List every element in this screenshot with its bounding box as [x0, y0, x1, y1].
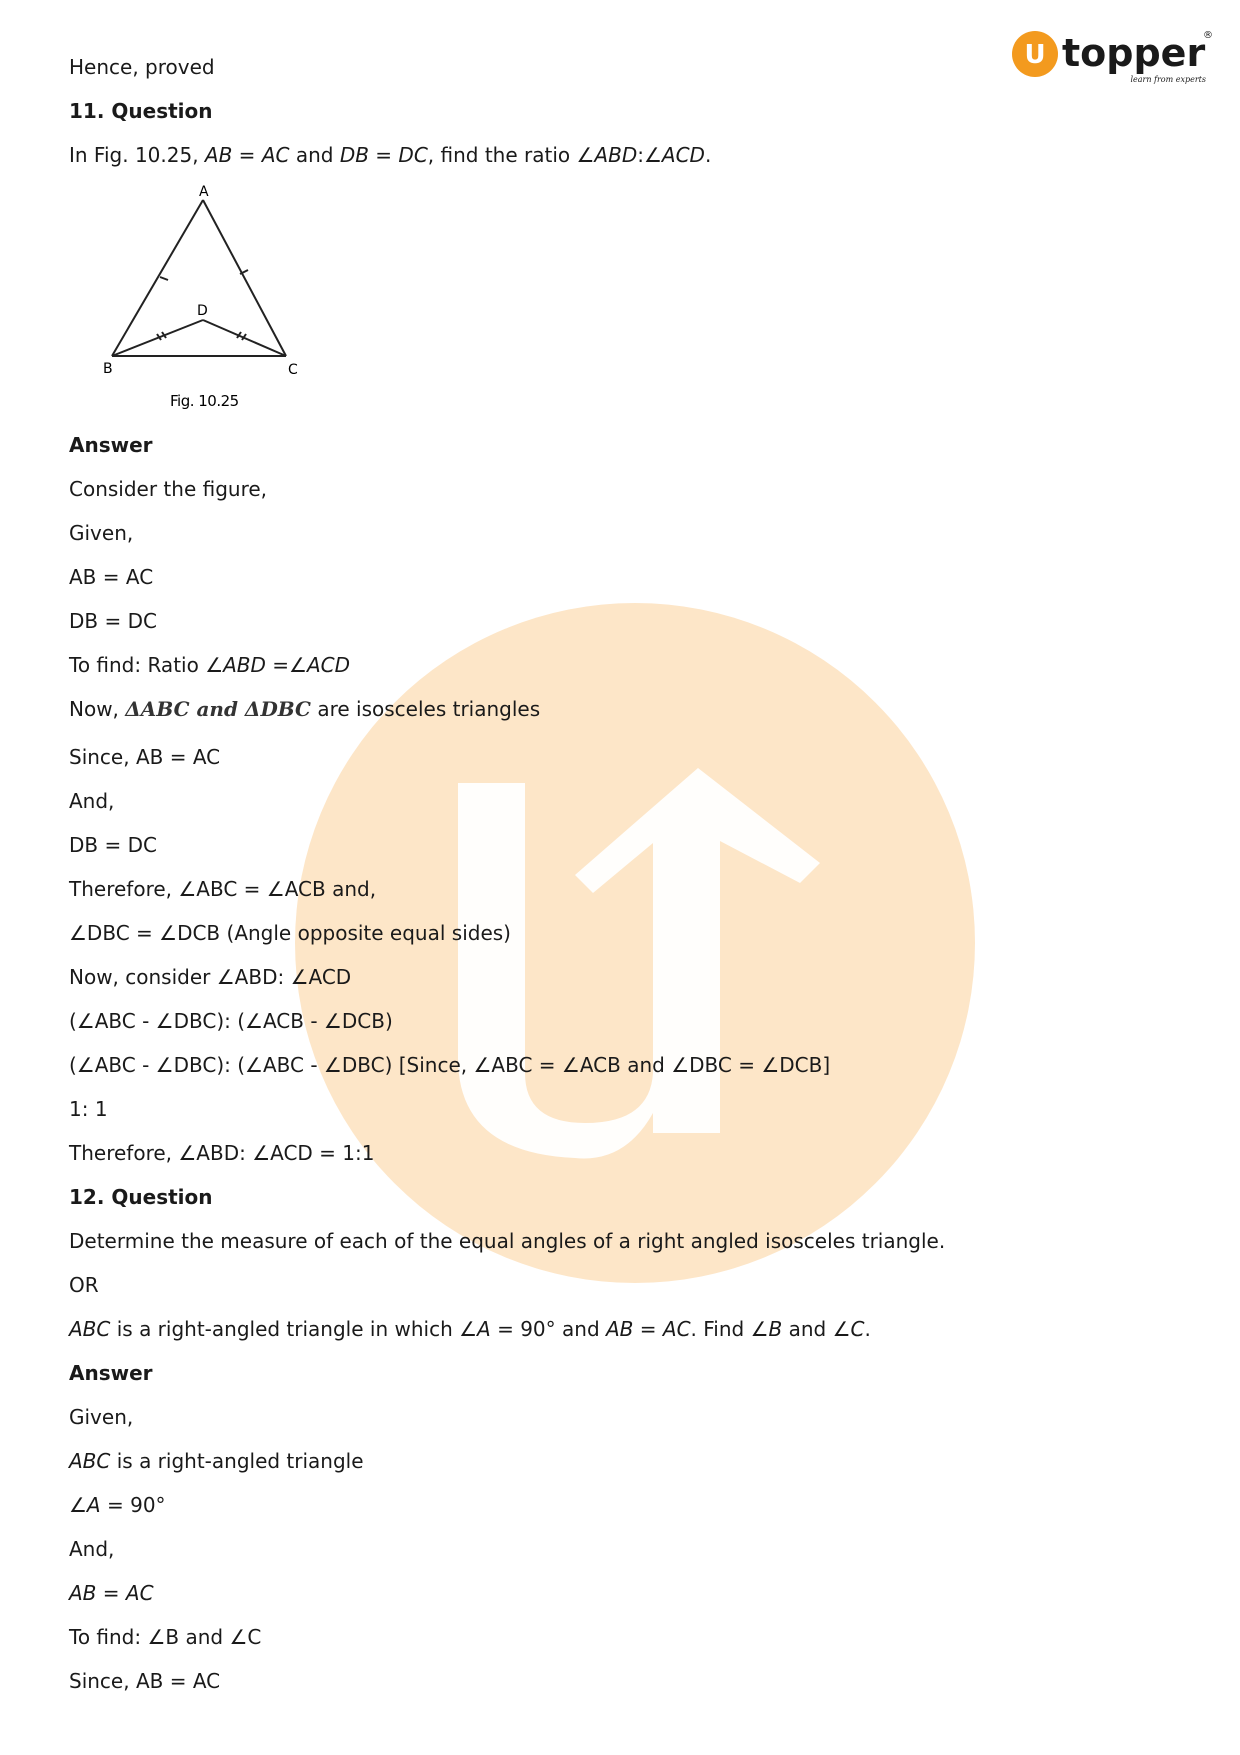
text-run: Now, — [69, 697, 126, 721]
question-text: Determine the measure of each of the equal angles of a right angled isosceles triangle. — [69, 1229, 946, 1253]
text-line: DB = DC — [69, 609, 157, 633]
question-text — [69, 1316, 1189, 1342]
text-run: In Fig. 10.25, — [69, 143, 205, 167]
text-line: Hence, proved — [69, 55, 215, 79]
math-run: AB — [606, 1317, 634, 1341]
text-line: Therefore, ∠ABD: ∠ACD = 1:1 — [69, 1141, 375, 1165]
vertex-label-c: C — [288, 362, 298, 378]
text-line: ∠DBC = ∠DCB (Angle opposite equal sides) — [69, 921, 511, 945]
text-run: To find: Ratio — [69, 653, 206, 677]
text-run: . — [864, 1317, 871, 1341]
triangle-figure — [85, 182, 305, 422]
math-run: ∠C — [832, 1317, 865, 1341]
math-run: ∠A — [459, 1317, 491, 1341]
text-run: = — [96, 1581, 126, 1605]
brand-tagline: learn from experts — [1130, 75, 1206, 84]
math-run: ΔABC and ΔDBC — [125, 697, 311, 721]
math-run: ∠A — [69, 1493, 101, 1517]
text-line: Given, — [69, 521, 134, 545]
text-line: (∠ABC - ∠DBC): (∠ACB - ∠DCB) — [69, 1009, 393, 1033]
text-run: = 90° and — [490, 1317, 606, 1341]
text-run: , find the ratio — [427, 143, 577, 167]
figure-caption: Fig. 10.25 — [170, 392, 239, 410]
text-run: = 90° — [100, 1493, 166, 1517]
text-line — [69, 652, 1189, 678]
math-run: DC — [398, 143, 428, 167]
text-line: Therefore, ∠ABC = ∠ACB and, — [69, 877, 377, 901]
registered-mark: ® — [1203, 30, 1213, 41]
text-line: And, — [69, 1537, 115, 1561]
text-run: is a right-angled triangle in which — [110, 1317, 460, 1341]
text-run: and — [782, 1317, 833, 1341]
vertex-label-d: D — [197, 303, 208, 319]
brand-badge: U — [1024, 40, 1046, 70]
text-line: Since, AB = AC — [69, 745, 221, 769]
text-line: To find: ∠B and ∠C — [69, 1625, 262, 1649]
text-run: = — [232, 143, 262, 167]
text-line: Now, consider ∠ABD: ∠ACD — [69, 965, 352, 989]
brand-name: topper — [1062, 31, 1206, 75]
math-run: ∠B — [750, 1317, 783, 1341]
text-run: . Find — [690, 1317, 751, 1341]
text-line: 1: 1 — [69, 1097, 108, 1121]
question-heading: 12. Question — [69, 1185, 213, 1209]
vertex-label-b: B — [103, 361, 113, 377]
brand-logo — [1010, 26, 1213, 90]
math-run: ∠ABD =∠ACD — [205, 653, 351, 677]
text-line: Since, AB = AC — [69, 1669, 221, 1693]
math-run: ABC — [69, 1317, 111, 1341]
math-run: AB — [204, 143, 233, 167]
text-line: OR — [69, 1273, 99, 1297]
text-line: And, — [69, 789, 115, 813]
text-run: = — [633, 1317, 663, 1341]
text-line: DB = DC — [69, 833, 157, 857]
math-run: DB — [339, 143, 369, 167]
document-body — [69, 54, 1189, 1712]
question-heading: 11. Question — [69, 99, 213, 123]
math-run: ∠ACD — [643, 143, 705, 167]
text-line — [69, 696, 1189, 722]
text-line: Given, — [69, 1405, 134, 1429]
math-run: ABC — [69, 1449, 111, 1473]
math-run: AB — [69, 1581, 97, 1605]
text-run: is a right-angled triangle — [110, 1449, 364, 1473]
math-run: AC — [662, 1317, 691, 1341]
text-line: (∠ABC - ∠DBC): (∠ABC - ∠DBC) [Since, ∠ABC = ∠ACB and ∠DBC = ∠DCB] — [69, 1053, 831, 1077]
text-run: . — [704, 143, 712, 167]
text-line — [69, 1448, 1189, 1474]
text-run: are isosceles triangles — [310, 697, 541, 721]
question-text — [69, 142, 1189, 168]
text-line — [69, 1580, 1189, 1606]
answer-heading: Answer — [69, 433, 153, 457]
math-run: AC — [125, 1581, 154, 1605]
math-run: ∠ABD — [576, 143, 638, 167]
vertex-label-a: A — [199, 184, 209, 200]
text-line: AB = AC — [69, 565, 154, 589]
text-run: = — [368, 143, 399, 167]
math-run: AC — [261, 143, 290, 167]
text-run: : — [637, 143, 644, 167]
text-line — [69, 1492, 1189, 1518]
answer-heading: Answer — [69, 1361, 153, 1385]
text-line: Consider the figure, — [69, 477, 268, 501]
text-run: and — [289, 143, 340, 167]
